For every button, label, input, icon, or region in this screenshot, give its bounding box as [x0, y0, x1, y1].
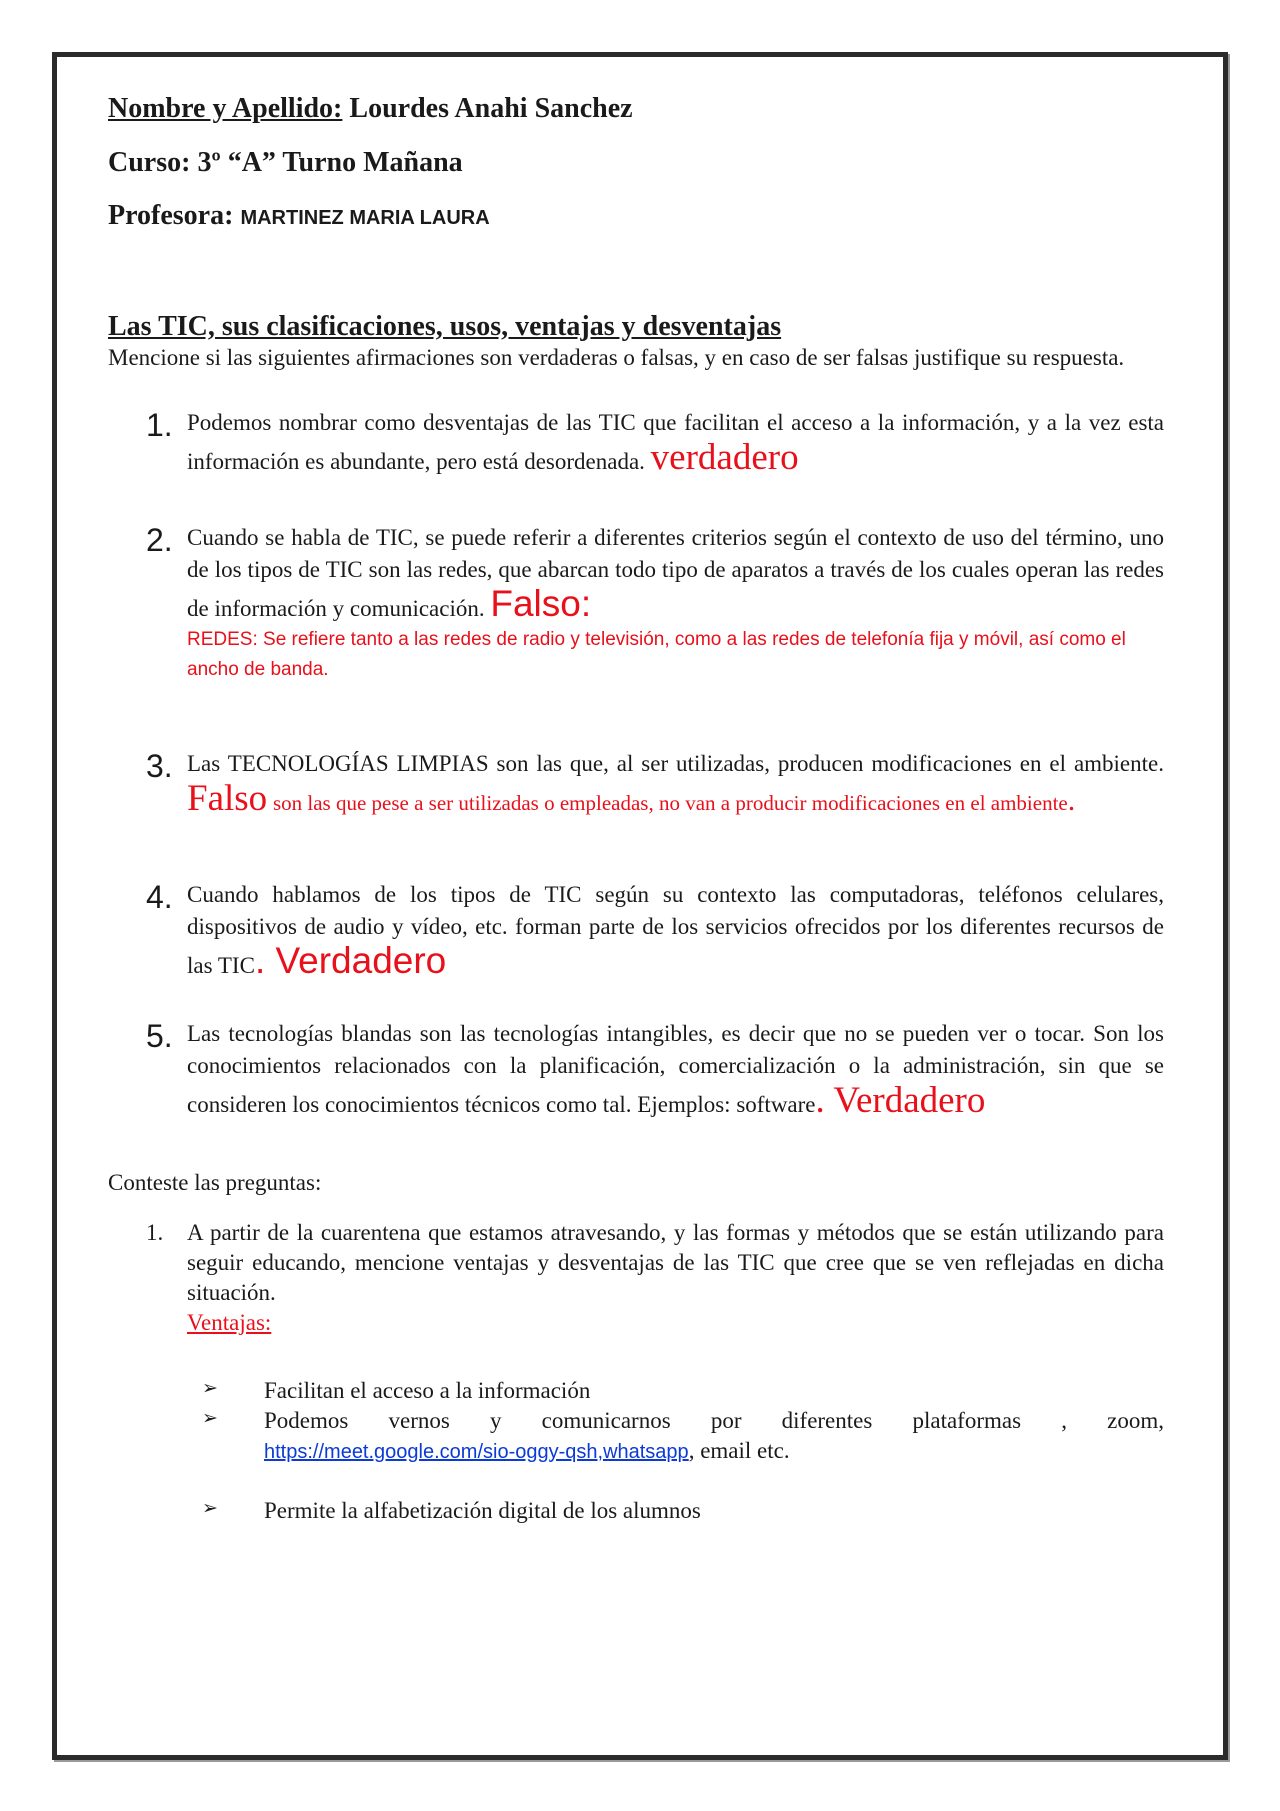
- meeting-link[interactable]: https://meet.google.com/sio-oggy-qsh,whatsapp: [264, 1440, 689, 1463]
- bullet-word: y: [489, 1407, 502, 1433]
- teacher-label: Profesora:: [108, 200, 234, 232]
- statement-number: 3.: [146, 747, 173, 784]
- ventajas-heading: Ventajas:: [187, 1309, 272, 1335]
- answer-justification: REDES: Se refiere tanto a las redes de radio y televisión, como a las redes de telefonía fija y móvil, así como el ancho de banda.: [187, 629, 1126, 681]
- list-item: [108, 1376, 1164, 1406]
- answer-text: . Verdadero: [815, 1079, 986, 1121]
- bullet-text-rest: , email etc.: [688, 1437, 790, 1463]
- teacher-name: MARTINEZ MARIA LAURA: [240, 207, 490, 230]
- statement-item-3: [108, 748, 1164, 821]
- bullet-word: ,: [1061, 1407, 1067, 1433]
- statement-text: Las tecnologías blandas son las tecnologías intangibles, es decir que no se pueden ver o tocar. Son los conocimientos relacionados con la planificación, comercialización o la administración, sin que se consideren los conocimientos técnicos como tal. Ejemplos: software: [187, 1021, 1164, 1117]
- statement-number: 4.: [146, 878, 173, 915]
- statement-number: 5.: [146, 1018, 173, 1055]
- bullet-word: vernos: [388, 1407, 450, 1433]
- answer-end: .: [1067, 783, 1076, 817]
- bullet-word: zoom,: [1107, 1407, 1164, 1433]
- statement-list: [108, 407, 1164, 1120]
- arrow-bullet-icon: ➢: [202, 1496, 218, 1519]
- bullet-text-line: [264, 1406, 1164, 1436]
- answer-text: Falso:: [490, 583, 592, 625]
- statement-text: Las TECNOLOGÍAS LIMPIAS son las que, al ser utilizadas, producen modificaciones en el ambiente.: [187, 750, 1164, 776]
- answer-text: verdadero: [650, 437, 799, 479]
- arrow-bullet-icon: ➢: [202, 1406, 218, 1429]
- bullet-text: Permite la alfabetización digital de los alumnos: [264, 1497, 701, 1523]
- course-value: 3º “A” Turno Mañana: [197, 146, 463, 178]
- statement-item-5: [108, 1018, 1164, 1120]
- answer-text: . Verdadero: [254, 940, 447, 982]
- statement-item-4: [108, 879, 1164, 982]
- bullet-text: Facilitan el acceso a la información: [264, 1377, 591, 1403]
- statement-text: Cuando se habla de TIC, se puede referir a diferentes criterios según el contexto de uso del término, uno de los tipos de TIC son las redes, que abarcan todo tipo de aparatos a través de los cuales operan las redes de información y comunicación.: [187, 524, 1164, 622]
- question-text: A partir de la cuarentena que estamos atravesando, y las formas y métodos que se están utilizando para seguir educando, mencione ventajas y desventajas de las TIC que cree que se ven reflejadas en dicha situación.: [187, 1220, 1164, 1306]
- list-item: [108, 1496, 1164, 1526]
- section-intro: Mencione si las siguientes afirmaciones son verdaderas o falsas, y en caso de ser falsas justifique su respuesta.: [108, 344, 1125, 370]
- list-item: [108, 1406, 1164, 1466]
- bullet-word: comunicarnos: [541, 1407, 671, 1433]
- bullet-word: plataformas: [912, 1407, 1022, 1433]
- statement-number: 1.: [146, 407, 173, 444]
- question-item-1: [108, 1218, 1164, 1338]
- course-line: [108, 146, 1164, 180]
- course-label: Curso:: [108, 146, 191, 178]
- statement-number: 2.: [146, 521, 173, 558]
- section-title: Las TIC, sus clasificaciones, usos, ventajas y desventajas: [108, 310, 782, 342]
- ventajas-list: [108, 1376, 1164, 1526]
- statement-text: Cuando hablamos de los tipos de TIC según su contexto las computadoras, teléfonos celulares, dispositivos de audio y vídeo, etc. forman parte de los servicios ofrecidos por los diferentes recursos de las TIC: [187, 881, 1164, 979]
- bullet-word: diferentes: [781, 1407, 873, 1433]
- bullet-word: Podemos: [264, 1407, 349, 1433]
- statement-item-1: [108, 407, 1164, 477]
- student-name: Lourdes Anahi Sanchez: [349, 93, 633, 124]
- answer-text: Falso: [187, 777, 268, 819]
- name-line: [108, 92, 1164, 126]
- document-page: [108, 92, 1164, 1525]
- questions-title: Conteste las preguntas:: [108, 1170, 322, 1196]
- question-number: 1.: [146, 1220, 164, 1246]
- teacher-line: [108, 199, 1164, 233]
- arrow-bullet-icon: ➢: [202, 1376, 218, 1399]
- bullet-word: por: [710, 1407, 742, 1433]
- statement-text: Podemos nombrar como desventajas de las TIC que facilitan el acceso a la información, y a la vez esta información es abundante, pero está desordenada.: [187, 410, 1164, 475]
- name-label: Nombre y Apellido:: [108, 93, 343, 124]
- answer-justification: son las que pese a ser utilizadas o empleadas, no van a producir modificaciones en el ambiente: [272, 790, 1068, 815]
- statement-item-2: [108, 522, 1164, 686]
